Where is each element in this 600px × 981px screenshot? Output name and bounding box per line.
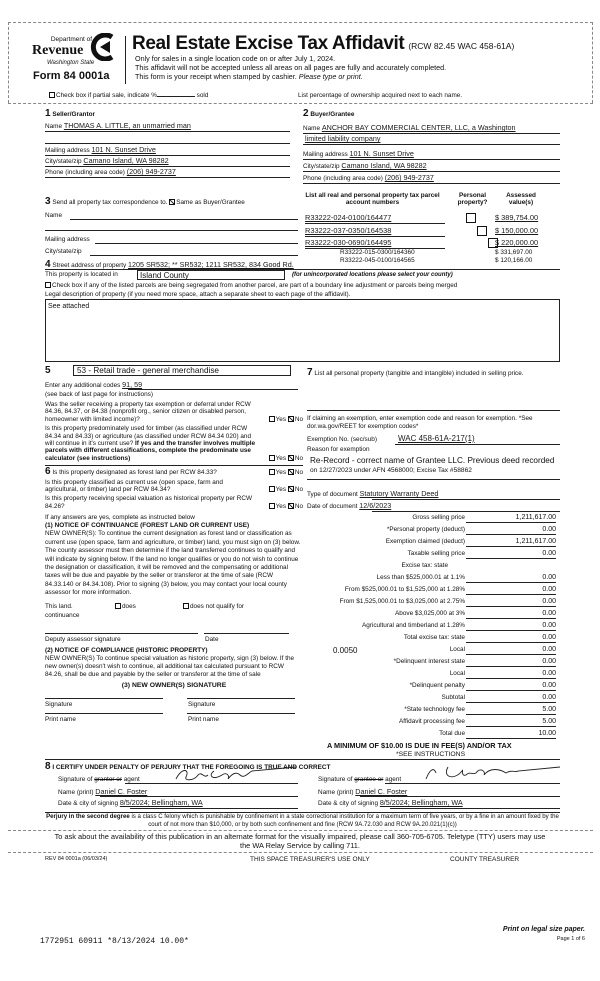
- question-2: Is this property predominately used for timber (as classified under RCW 84.34 and 84.33) or agriculture (as classified under RCW 84.34 020) and will continue in it's current use? If yes and the transfer involves multiple parcels with different classifications, complete the predominate use calculator (see instructions): [45, 425, 256, 462]
- minimum-notice: A MINIMUM OF $10.00 IS DUE IN FEE(S) AND/OR TAX: [327, 741, 512, 750]
- partial-sale-label: Check box if partial sale, indicate %: [56, 92, 157, 99]
- owner-signature-1-label: Signature: [45, 700, 73, 708]
- ownership-note: List percentage of ownership acquired next to each name.: [298, 92, 463, 99]
- tax-row-label: Excise tax: state: [401, 562, 448, 569]
- tax-row-label: Total excise tax: state: [403, 634, 465, 641]
- owner-print-1-label: Print name: [45, 715, 76, 723]
- question-1: Was the seller receiving a property tax exemption or deferral under RCW 84.36, 84.37, or 84.38 (nonprofit org., senior citizen or disabled person, homeowner with limited income)?: [45, 401, 251, 423]
- header-border-top: [8, 22, 593, 23]
- page-number: Page 1 of 6: [556, 936, 585, 942]
- notice2-body: NEW OWNER(S) To continue special valuation as historic property, sign (3) below. If the new owner(s) doesn't wish to continue, all additional tax calculated pursuant to RCW 84.26, shall be due and payable by the seller or transferor at the time of sale: [45, 654, 295, 679]
- tax-row: [300, 550, 560, 561]
- question-row: [45, 495, 303, 510]
- tax-row-value[interactable]: 0.00: [466, 574, 556, 583]
- owner-signature-heading: (3) NEW OWNER(S) SIGNATURE: [121, 681, 227, 689]
- buyer-city[interactable]: Camano Island, WA 98282: [341, 161, 427, 170]
- tax-row-label: Local: [449, 646, 465, 653]
- treasurer-space-label: THIS SPACE TREASURER'S USE ONLY: [250, 856, 370, 863]
- section3-name-label: Name: [45, 212, 63, 219]
- yes-checkbox[interactable]: [269, 455, 275, 461]
- personal-property-checkbox[interactable]: [466, 213, 476, 223]
- partial-sale-checkbox[interactable]: [49, 92, 55, 98]
- tax-row-value[interactable]: 0.00: [466, 586, 556, 595]
- tax-row-value[interactable]: 0.00: [466, 670, 556, 679]
- parcel-assessed-value[interactable]: $ 389,754.00: [495, 213, 539, 222]
- section3-mailing-field[interactable]: [95, 243, 298, 244]
- see-instructions: *SEE INSTRUCTIONS: [396, 751, 466, 758]
- personal-property-field[interactable]: [307, 410, 560, 411]
- buyer-heading: 2 Buyer/Grantee: [303, 108, 355, 119]
- segregated-checkbox[interactable]: [45, 282, 51, 288]
- notice1-body: NEW OWNER(S): To continue the current designation as forest land or classification as current use (open space, farm and agriculture, or timber) land, you must sign on (3) below. The county assessor must then determine if the land transferred continues to qualify and will indicate by signing below. If the land no longer qualifies or you do not wish to continue the designation or classification, it will be removed and the compensating or additional taxes will be due and payable by the seller or transferor at the time of sale (RCW 84.33.140 or 84.34.108). Prior to signing (3) below, you may contact your local county assessor for more information.: [45, 530, 301, 597]
- reason-label: Reason for exemption: [307, 446, 370, 453]
- reason-line2[interactable]: on 12/27/2023 under AFN 4568000; Excise Tax #58862: [310, 467, 472, 474]
- grantor-date-city[interactable]: 8/5/2024; Bellingham, WA: [119, 798, 203, 807]
- perjury-notice: Perjury in the second degree is a class C felony which is punishable by confinement in a state correctional institution for a maximum term of five years, or by a fine in an amount fixed by the court of not more than $10,000, or by both such confinement and fine (RCW 9A.72.030 and RCW 9A.20.021(1)(c)): [46, 813, 559, 828]
- revision-label: REV 84 0001a (06/03/24): [45, 856, 108, 862]
- title-row: [132, 33, 514, 55]
- county-note: (for unincorporated locations please select your county): [292, 272, 453, 278]
- tax-row: [300, 538, 560, 549]
- tax-row-value[interactable]: 0.00: [466, 550, 556, 559]
- this-land-label: This land.: [45, 602, 73, 610]
- deputy-signature-field[interactable]: [45, 633, 198, 634]
- parcel-assessed-value[interactable]: $ 220,000.00: [495, 238, 539, 247]
- parcel-line: [305, 223, 445, 224]
- tax-row-label: Total due: [439, 730, 465, 737]
- see-back: (see back of last page for instructions): [45, 391, 153, 398]
- seller-mailing[interactable]: 101 N. Sunset Drive: [91, 145, 156, 154]
- document-type[interactable]: Statutory Warranty Deed: [359, 489, 439, 498]
- tax-row: [300, 706, 560, 717]
- header-border-left: [8, 22, 9, 103]
- partial-sale-row: [49, 92, 208, 99]
- section3-heading: 3 Send all property tax correspondence to. Same as Buyer/Grantee: [45, 196, 245, 207]
- owner-print-row: [45, 713, 303, 724]
- section3-city-label: City/state/zip: [45, 248, 82, 255]
- subtitle-3-italic: Please type or print.: [298, 72, 363, 81]
- tax-row-label: Exemption claimed (deduct): [385, 538, 465, 545]
- seller-name[interactable]: THOMAS A. LITTLE, an unmarried man: [63, 121, 191, 130]
- tax-row-value[interactable]: 0.00: [466, 694, 556, 703]
- question-row: [45, 401, 303, 423]
- located-label: This property is located in: [45, 271, 118, 278]
- section3-name-field[interactable]: [70, 219, 298, 220]
- tax-row-label: Local: [449, 670, 465, 677]
- header-border-bottom: [8, 103, 593, 104]
- tax-row-value[interactable]: 5.00: [466, 718, 556, 727]
- seller-phone[interactable]: (206) 949-2737: [126, 167, 176, 176]
- grantee-signature: [420, 763, 565, 785]
- tax-row-label: *Personal property (deduct): [386, 526, 465, 533]
- tax-row: [300, 670, 560, 681]
- buyer-mailing[interactable]: 101 N. Sunset Drive: [349, 149, 414, 158]
- tax-row-label: Gross selling price: [412, 514, 465, 521]
- tax-row: [300, 634, 560, 645]
- tax-row-label: Subtotal: [441, 694, 465, 701]
- local-rate: 0.0050: [333, 646, 358, 655]
- owner-signature-2-field[interactable]: [187, 698, 295, 699]
- tax-row-value[interactable]: 5.00: [466, 706, 556, 715]
- yes-checkbox[interactable]: [269, 503, 275, 509]
- legal-size-note: Print on legal size paper.: [502, 926, 585, 933]
- grantor-signature: [168, 765, 298, 785]
- tax-row-label: From $1,525,000.01 to $3,025,000 at 2.75%: [339, 598, 465, 605]
- question-answer: Yes No: [269, 469, 303, 476]
- tax-row: [300, 586, 560, 597]
- header-divider: [125, 36, 126, 84]
- parcels-header-personal: Personal property?: [457, 192, 488, 207]
- dor-logo-icon: [90, 33, 116, 61]
- legal-label: Legal description of property (if you need more space, attach a separate sheet to each page of the affidavit).: [45, 291, 351, 298]
- tax-row-value[interactable]: 1,211,617.00: [466, 538, 556, 547]
- tax-row-label: From $525,000.01 to $1,525,000 at 1.28%: [344, 586, 465, 593]
- parcel-account[interactable]: R33222-030-0690/164495: [305, 238, 392, 247]
- tax-row: [300, 610, 560, 621]
- does-checkbox[interactable]: [115, 603, 121, 609]
- exemption-no[interactable]: WAC 458-61A-217(1): [398, 434, 475, 443]
- tax-row: [300, 694, 560, 705]
- question-row: [45, 465, 303, 476]
- deputy-date-label: Date: [205, 635, 219, 643]
- owner-signature-row: [45, 698, 303, 709]
- yes-checkbox[interactable]: [269, 486, 275, 492]
- tax-row-label: *Delinquent interest state: [393, 658, 465, 665]
- question-answer: Yes No: [269, 503, 303, 510]
- continuance-label: continuance: [45, 611, 80, 619]
- section7-text: 7 List all personal property (tangible and intangible) included in selling price.: [307, 367, 524, 378]
- tax-row: [300, 730, 560, 741]
- dept-state: Washington State: [47, 60, 95, 66]
- grantor-signature-label: Signature of grantor or agent: [58, 776, 140, 783]
- section5-number: 5: [45, 365, 51, 376]
- street-address[interactable]: 1205 SR532; ** SR532; 1211 SR532, 834 Good Rd.: [128, 260, 294, 269]
- notice1-heading: (1) NOTICE OF CONTINUANCE (FOREST LAND OR CURRENT USE): [45, 522, 250, 530]
- tax-row-label: *State technology fee: [404, 706, 465, 713]
- accessibility-notice: To ask about the availability of this publication in an alternate format for the visually impaired, please call 360-705-6705. Teletype (TTY) users may use the WA Relay Service by calling 711.: [54, 832, 546, 850]
- county-select[interactable]: Island County: [137, 270, 285, 280]
- no-checkbox[interactable]: [288, 503, 294, 509]
- dept-name: Revenue: [32, 43, 84, 58]
- seller-name-row: Name THOMAS A. LITTLE, an unmarried man: [45, 121, 191, 130]
- no-checkbox[interactable]: [288, 455, 294, 461]
- parcels-header-value: Assessed value(s): [506, 192, 536, 207]
- question-row: [45, 425, 303, 462]
- tax-row: [300, 514, 560, 525]
- question-row: [45, 479, 303, 494]
- tax-row: [300, 718, 560, 729]
- tax-row-label: *Delinquent penalty: [409, 682, 465, 689]
- buyer-phone[interactable]: (206) 949-2737: [384, 173, 434, 182]
- notice-intro: If any answers are yes, complete as instructed below: [45, 514, 195, 522]
- tax-row: [300, 562, 560, 573]
- no-checkbox[interactable]: [288, 416, 294, 422]
- tax-row-label: Affidavit processing fee: [399, 718, 465, 725]
- grantee-signature-label: Signature of grantee or agent: [318, 776, 402, 783]
- tax-row: [300, 598, 560, 609]
- document-date[interactable]: 12/6/2023: [359, 501, 392, 510]
- section3-city-field[interactable]: [90, 255, 298, 256]
- does-not-checkbox[interactable]: [183, 603, 189, 609]
- grantee-print-name[interactable]: Daniel C. Foster: [355, 787, 408, 796]
- yes-checkbox[interactable]: [269, 469, 275, 475]
- deputy-label: Deputy assessor signature: [45, 635, 121, 643]
- buyer-name-line2[interactable]: limited liability company: [305, 134, 381, 143]
- form-title: Real Estate Excise Tax Affidavit: [132, 33, 405, 54]
- parcel-assessed-value[interactable]: $ 150,000.00: [495, 225, 539, 235]
- owner-print-2-field[interactable]: [187, 713, 295, 714]
- parcel-account-extra: R33222-045-0100/164565: [340, 257, 415, 264]
- seller-heading: 1 Seller/Grantor: [45, 108, 95, 119]
- tax-row: [300, 658, 560, 669]
- no-checkbox[interactable]: [288, 469, 294, 475]
- exemption-no-label: Exemption No. (sec/sub): [307, 436, 377, 443]
- this-land-row: This land. continuance does does not qualify for: [45, 602, 244, 619]
- deputy-date-field[interactable]: [204, 633, 289, 634]
- grantor-print-name[interactable]: Daniel C. Foster: [95, 787, 148, 796]
- parcel-account[interactable]: R33222-024-0100/164477: [305, 213, 392, 222]
- grantee-date-city[interactable]: 8/5/2024; Bellingham, WA: [379, 798, 463, 807]
- tax-row: [300, 622, 560, 633]
- tax-row-value[interactable]: 0.00: [466, 634, 556, 643]
- owner-print-2-label: Print name: [188, 715, 219, 723]
- claiming-text: If claiming an exemption, enter exemption code and reason for exemption. *See dor.wa.gov/REET for exemption codes*: [307, 415, 533, 431]
- header-border-right: [592, 22, 593, 103]
- notice2-heading: (2) NOTICE OF COMPLIANCE (HISTORIC PROPERTY): [45, 646, 208, 654]
- tax-row-value[interactable]: 0.00: [466, 646, 556, 655]
- legal-description-field[interactable]: See attached: [45, 299, 560, 362]
- question-3: 6 Is this property designated as forest land per RCW 84.33?: [45, 466, 217, 478]
- deputy-row: [45, 633, 303, 644]
- subtitle-3: This form is your receipt when stamped by cashier.: [135, 72, 297, 81]
- owner-signature-1-field[interactable]: [45, 698, 163, 699]
- tax-row: [300, 574, 560, 585]
- question-5: Is this property receiving special valuation as historical property per RCW 84.26?: [45, 495, 253, 510]
- parcels-header-accounts: List all real and personal property tax parcel account numbers: [305, 192, 440, 207]
- yes-checkbox[interactable]: [269, 416, 275, 422]
- certify-heading: 8 I CERTIFY UNDER PENALTY OF PERJURY THAT THE FOREGOING IS TRUE AND CORRECT: [45, 761, 331, 772]
- county-treasurer-label: COUNTY TREASURER: [450, 856, 520, 863]
- dept-line1: Department of: [50, 36, 92, 43]
- receipt-stamp: 1772951 60911 *8/13/2024 10.00*: [40, 937, 189, 946]
- land-use-code-select[interactable]: 53 - Retail trade - general merchandise: [73, 365, 291, 376]
- tax-row-value[interactable]: 0.00: [466, 610, 556, 619]
- parcel-value-extra: $ 120,166.00: [495, 257, 533, 264]
- tax-row: [300, 682, 560, 693]
- tax-row-value[interactable]: 0.00: [466, 598, 556, 607]
- form-statute: (RCW 82.45 WAC 458-61A): [408, 41, 515, 51]
- parcel-line: [305, 236, 445, 237]
- parcel-account[interactable]: R33222-037-0350/164538: [305, 225, 392, 235]
- tax-row-label: Taxable selling price: [407, 550, 465, 557]
- question-answer: Yes No: [269, 416, 303, 423]
- tax-row-value[interactable]: 0.00: [466, 682, 556, 691]
- tax-row-value[interactable]: 0.00: [466, 658, 556, 667]
- reason-line1[interactable]: Re-Record - correct name of Grantee LLC. Previous deed recorded: [310, 456, 555, 465]
- tax-row-value[interactable]: 0.00: [466, 622, 556, 631]
- question-answer: Yes No: [269, 486, 303, 493]
- no-checkbox[interactable]: [288, 486, 294, 492]
- section3-mailing-label: Mailing address: [45, 236, 90, 243]
- subtitle-2: This affidavit will not be accepted unless all areas on all pages are fully and accurately completed.: [135, 63, 447, 72]
- additional-codes[interactable]: 91, 59: [122, 380, 143, 389]
- tax-row-label: Agricultural and timberland at 1.28%: [361, 622, 465, 629]
- partial-sale-suffix: sold: [196, 92, 209, 99]
- tax-row-value[interactable]: 10.00: [466, 730, 556, 739]
- tax-row-value[interactable]: 1,211,617.00: [466, 514, 556, 523]
- parcel-value-extra: $ 331,697.00: [495, 249, 533, 256]
- tax-row-value[interactable]: 0.00: [466, 526, 556, 535]
- buyer-name[interactable]: ANCHOR BAY COMMERCIAL CENTER, LLC, a Washington: [321, 123, 516, 132]
- subtitle-1: Only for sales in a single location code on or after July 1, 2024.: [135, 54, 336, 63]
- question-4: Is this property classified as current use (open space, farm and agricultural, or timber) land per RCW 84.34?: [45, 478, 223, 494]
- same-as-buyer-checkbox[interactable]: [169, 199, 175, 205]
- tax-row: [300, 526, 560, 537]
- form-number: Form 84 0001a: [33, 70, 110, 82]
- parcel-account-extra: R33222-015-0300/164360: [340, 249, 415, 256]
- tax-row-label: Less than $525,000.01 at 1.1%: [376, 574, 465, 581]
- tax-row-label: Above $3,025,000 at 3%: [395, 610, 465, 617]
- partial-percent-field[interactable]: [157, 96, 195, 97]
- seller-city[interactable]: Camano Island, WA 98282: [83, 156, 169, 165]
- owner-signature-2-label: Signature: [188, 700, 216, 708]
- left-column-flow: [45, 401, 303, 724]
- owner-print-1-field[interactable]: [45, 713, 163, 714]
- street-address-row: 4 Street address of property 1205 SR532; ** SR532; 1211 SR532, 834 Good Rd.: [45, 259, 294, 270]
- personal-property-checkbox[interactable]: [477, 226, 487, 236]
- question-answer: Yes No: [269, 455, 303, 462]
